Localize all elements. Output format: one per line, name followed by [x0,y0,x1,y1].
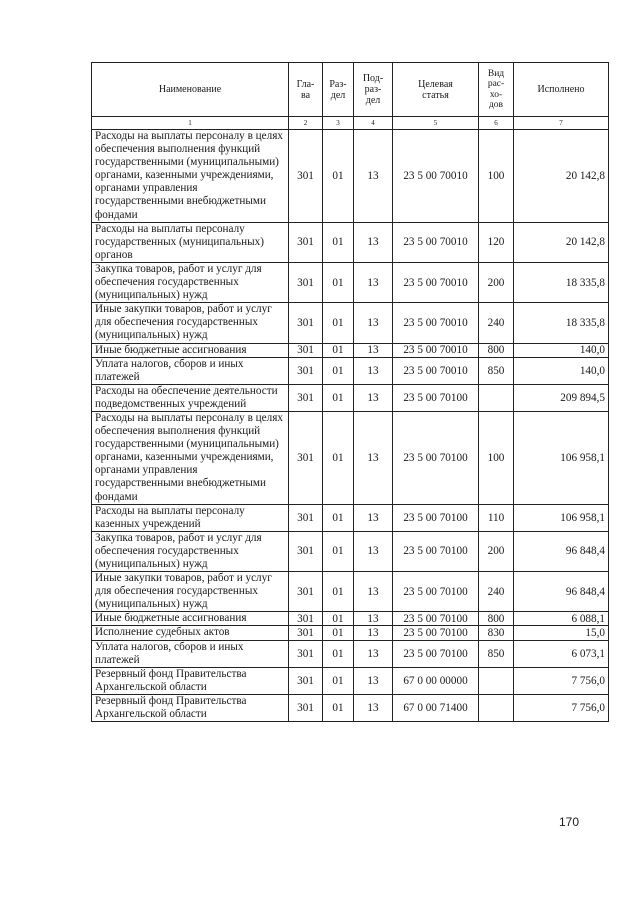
row-section: 01 [323,262,354,302]
row-executed-amount: 96 848,4 [514,572,609,612]
row-name: Резервный фонд Правительства Архангельской области [92,694,289,721]
row-subsection: 13 [354,626,393,640]
row-executed-amount: 7 756,0 [514,694,609,721]
row-subsection: 13 [354,694,393,721]
table-row [92,640,609,667]
row-executed-amount: 96 848,4 [514,531,609,571]
row-subsection: 13 [354,504,393,531]
header-chapter [289,63,323,117]
row-chapter: 301 [289,640,323,667]
row-section: 01 [323,640,354,667]
column-number: 3 [323,117,354,130]
row-name: Иные бюджетные ассигнования [92,343,289,357]
row-expense-type: 240 [479,303,514,343]
row-target-article: 67 0 00 00000 [393,667,479,694]
row-subsection: 13 [354,572,393,612]
header-section [323,63,354,117]
row-subsection: 13 [354,357,393,384]
row-chapter: 301 [289,262,323,302]
row-executed-amount: 20 142,8 [514,130,609,223]
budget-table [91,62,609,722]
row-subsection: 13 [354,343,393,357]
table-row [92,504,609,531]
column-number: 1 [92,117,289,130]
row-name: Закупка товаров, работ и услуг для обеспечения государственных (муниципальных) нужд [92,262,289,302]
row-target-article: 23 5 00 70010 [393,262,479,302]
row-chapter: 301 [289,612,323,626]
row-subsection: 13 [354,531,393,571]
row-chapter: 301 [289,384,323,411]
header-expense-type-label: Вид рас- хо- дов [487,68,505,110]
row-executed-amount: 15,0 [514,626,609,640]
table-row [92,384,609,411]
row-expense-type: 240 [479,572,514,612]
row-executed-amount: 140,0 [514,357,609,384]
column-number: 6 [479,117,514,130]
row-expense-type: 800 [479,343,514,357]
header-executed: Исполнено [514,63,609,117]
table-row [92,222,609,262]
row-expense-type: 200 [479,262,514,302]
row-section: 01 [323,612,354,626]
row-section: 01 [323,531,354,571]
row-executed-amount: 140,0 [514,343,609,357]
table-row [92,357,609,384]
table-row [92,303,609,343]
table-row [92,343,609,357]
row-subsection: 13 [354,303,393,343]
header-expense-type [479,63,514,117]
table-row [92,694,609,721]
row-executed-amount: 6 073,1 [514,640,609,667]
row-name: Закупка товаров, работ и услуг для обеспечения государственных (муниципальных) нужд [92,531,289,571]
row-target-article: 23 5 00 70010 [393,343,479,357]
column-number: 7 [514,117,609,130]
table-row [92,130,609,223]
row-section: 01 [323,343,354,357]
column-number: 2 [289,117,323,130]
row-executed-amount: 209 894,5 [514,384,609,411]
row-expense-type: 100 [479,130,514,223]
row-section: 01 [323,130,354,223]
header-row [92,63,609,117]
page-number: 170 [559,815,580,829]
row-name: Исполнение судебных актов [92,626,289,640]
row-expense-type: 110 [479,504,514,531]
row-section: 01 [323,411,354,504]
row-subsection: 13 [354,411,393,504]
row-section: 01 [323,667,354,694]
row-target-article: 23 5 00 70100 [393,626,479,640]
row-chapter: 301 [289,626,323,640]
table-body [92,130,609,722]
header-section-label: Раз- дел [329,78,347,101]
row-name: Расходы на выплаты персоналу в целях обеспечения выполнения функций государственными (муниципальными) органами, казенными учреждениями, органами управления государственными внебюджетными фондами [92,130,289,223]
row-executed-amount: 18 335,8 [514,262,609,302]
row-subsection: 13 [354,130,393,223]
header-subsection [354,63,393,117]
row-executed-amount: 18 335,8 [514,303,609,343]
row-target-article: 23 5 00 70010 [393,357,479,384]
row-expense-type [479,694,514,721]
row-section: 01 [323,572,354,612]
row-chapter: 301 [289,667,323,694]
table-row [92,411,609,504]
row-chapter: 301 [289,411,323,504]
row-chapter: 301 [289,694,323,721]
table-row [92,626,609,640]
header-target-label: Целевая статья [418,78,453,101]
row-target-article: 23 5 00 70100 [393,612,479,626]
table-row [92,531,609,571]
row-section: 01 [323,357,354,384]
row-executed-amount: 7 756,0 [514,667,609,694]
row-name: Расходы на обеспечение деятельности подведомственных учреждений [92,384,289,411]
table-row [92,612,609,626]
row-name: Резервный фонд Правительства Архангельской области [92,667,289,694]
row-chapter: 301 [289,531,323,571]
row-target-article: 23 5 00 70100 [393,640,479,667]
row-chapter: 301 [289,222,323,262]
row-executed-amount: 6 088,1 [514,612,609,626]
row-section: 01 [323,384,354,411]
row-chapter: 301 [289,130,323,223]
row-chapter: 301 [289,572,323,612]
row-chapter: 301 [289,357,323,384]
row-target-article: 23 5 00 70010 [393,222,479,262]
row-subsection: 13 [354,384,393,411]
row-expense-type [479,384,514,411]
row-section: 01 [323,626,354,640]
header-chapter-label: Гла- ва [296,78,315,101]
row-expense-type: 800 [479,612,514,626]
table-row [92,262,609,302]
row-name: Иные закупки товаров, работ и услуг для обеспечения государственных (муниципальных) нужд [92,572,289,612]
header-subsection-label: Под- раз- дел [362,73,384,106]
header-target [393,63,479,117]
row-subsection: 13 [354,667,393,694]
row-chapter: 301 [289,303,323,343]
row-executed-amount: 106 958,1 [514,504,609,531]
row-subsection: 13 [354,262,393,302]
row-name: Уплата налогов, сборов и иных платежей [92,640,289,667]
row-name: Иные бюджетные ассигнования [92,612,289,626]
row-expense-type: 850 [479,357,514,384]
row-target-article: 23 5 00 70100 [393,411,479,504]
row-name: Расходы на выплаты персоналу в целях обеспечения выполнения функций государственными (муниципальными) органами, казенными учреждениями, органами управления государственными внебюджетными фондами [92,411,289,504]
column-number: 5 [393,117,479,130]
row-name: Расходы на выплаты персоналу казенных учреждений [92,504,289,531]
row-expense-type [479,667,514,694]
row-section: 01 [323,504,354,531]
row-target-article: 23 5 00 70010 [393,303,479,343]
header-name: Наименование [92,63,289,117]
row-expense-type: 200 [479,531,514,571]
row-name: Уплата налогов, сборов и иных платежей [92,357,289,384]
row-chapter: 301 [289,343,323,357]
row-name: Расходы на выплаты персоналу государственных (муниципальных) органов [92,222,289,262]
row-target-article: 23 5 00 70100 [393,384,479,411]
row-subsection: 13 [354,612,393,626]
row-subsection: 13 [354,640,393,667]
column-number: 4 [354,117,393,130]
row-target-article: 23 5 00 70100 [393,531,479,571]
row-expense-type: 830 [479,626,514,640]
row-expense-type: 100 [479,411,514,504]
table-row [92,667,609,694]
row-name: Иные закупки товаров, работ и услуг для обеспечения государственных (муниципальных) нужд [92,303,289,343]
row-subsection: 13 [354,222,393,262]
table-row [92,572,609,612]
row-expense-type: 120 [479,222,514,262]
row-executed-amount: 20 142,8 [514,222,609,262]
row-target-article: 23 5 00 70100 [393,572,479,612]
row-chapter: 301 [289,504,323,531]
row-target-article: 67 0 00 71400 [393,694,479,721]
row-section: 01 [323,303,354,343]
row-section: 01 [323,222,354,262]
row-expense-type: 850 [479,640,514,667]
row-target-article: 23 5 00 70100 [393,504,479,531]
row-executed-amount: 106 958,1 [514,411,609,504]
row-target-article: 23 5 00 70010 [393,130,479,223]
column-number-row [92,117,609,130]
row-section: 01 [323,694,354,721]
